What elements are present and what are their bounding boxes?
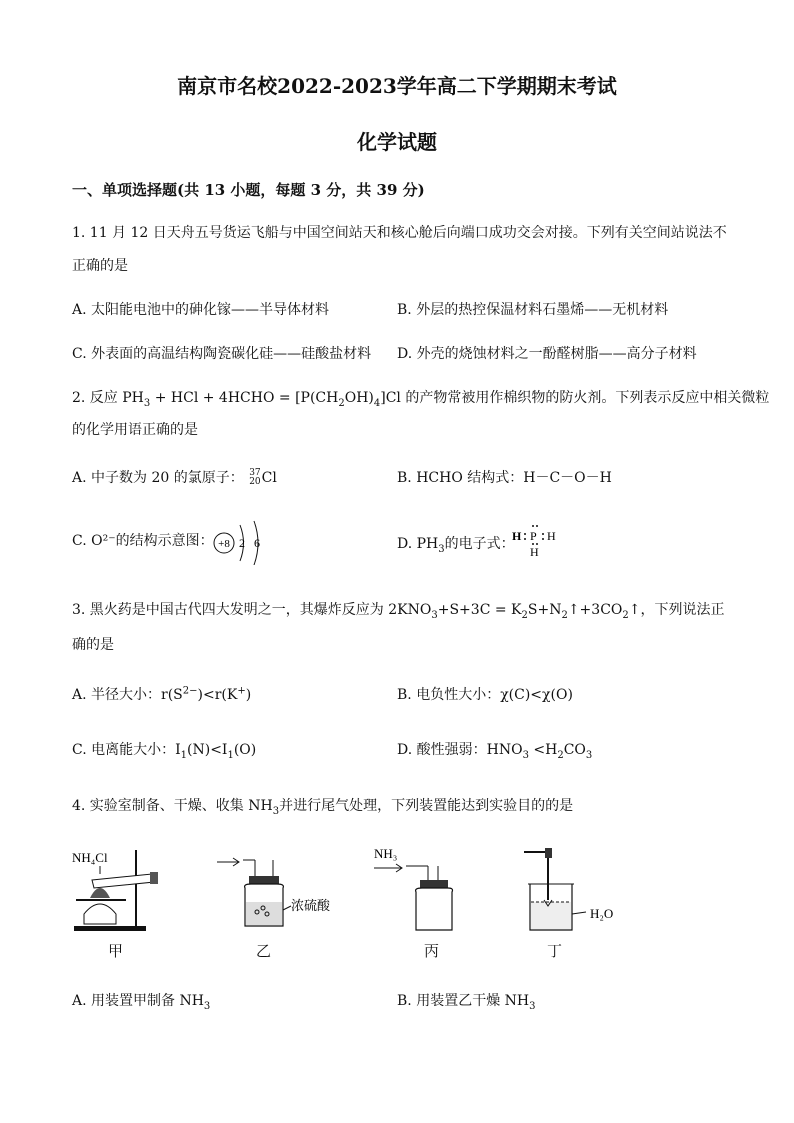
phosphorus-center: P: [530, 529, 537, 543]
q3-c-text: (N)<I: [187, 742, 228, 758]
tube-stopper: [150, 872, 158, 884]
subscript: 4: [373, 397, 381, 409]
q2-c-text: C. O²⁻的结构示意图：: [72, 533, 214, 549]
q4-text: 4. 实验室制备、干燥、收集 NH: [72, 798, 273, 814]
q3-c-text: (O): [233, 742, 257, 758]
concentrated-sulfuric-acid-label: 浓硫酸: [291, 898, 331, 913]
hydrogen-left: H: [512, 529, 522, 543]
subscript: 2: [338, 397, 345, 409]
subscript: 3: [585, 749, 593, 761]
delivery-tube: [524, 852, 548, 900]
q2-a-text: A. 中子数为 20 的氯原子：: [72, 470, 244, 486]
q4-stem-line1: [72, 795, 573, 817]
acid-liquid: [246, 902, 282, 925]
water-liquid: [531, 902, 571, 929]
subscript: 3: [272, 805, 280, 817]
nh4cl-label: NH₄Cl: [72, 850, 108, 865]
oxide-ion-structure-diagram: [210, 515, 270, 565]
nucleus-charge: +8: [218, 538, 230, 550]
subscript: 2: [557, 749, 564, 761]
apparatus-yi-drying-bottle: [215, 840, 345, 935]
flame: [90, 888, 110, 898]
q2-option-b: B. HCHO 结构式：H－C－O－H: [397, 470, 612, 486]
alcohol-lamp: [84, 904, 116, 924]
q3-text: S+N: [527, 602, 562, 618]
q3-c-text: C. 电离能大小：I: [72, 742, 181, 758]
q2-d-text: D. PH: [397, 536, 439, 552]
label-jia: 甲: [108, 942, 124, 960]
subscript: 2: [561, 609, 568, 621]
page-subtitle: 化学试题: [357, 130, 437, 154]
atomic-number: 20: [249, 477, 261, 487]
subscript: 1: [180, 749, 188, 761]
water-label: H₂O: [590, 906, 614, 921]
q1-stem-line2: 正确的是: [72, 258, 128, 274]
q3-a-text: )<r(K: [197, 687, 238, 703]
section-heading: 一、单项选择题(共 13 小题，每题 3 分，共 39 分): [72, 181, 425, 199]
q2-option-d: [397, 533, 515, 555]
nh3-label: NH₃: [374, 846, 398, 861]
q2-option-a: [72, 467, 277, 487]
q1-stem-line1: 1. 11 月 12 日天舟五号货运飞船与中国空间站天和核心舱后向端口成功交会对接。下列有关空间站说法不: [72, 225, 727, 241]
apparatus-ding-absorption-beaker: [520, 840, 630, 935]
q2-text: ]Cl 的产物常被用作棉织物的防火剂。下列表示反应中相关微粒: [380, 390, 770, 406]
hydrogen-bottom: H: [530, 545, 539, 559]
q4-a-text: A. 用装置甲制备 NH: [72, 993, 204, 1009]
collection-bottle: [416, 888, 453, 930]
label-yi: 乙: [256, 942, 272, 960]
q2-option-c: [72, 530, 214, 550]
isotope-notation: [249, 469, 260, 487]
q3-option-c: [72, 739, 256, 761]
apparatus-jia-heating-tube: [70, 840, 170, 935]
q4-b-text: B. 用装置乙干燥 NH: [397, 993, 530, 1009]
label-bing: 丙: [424, 942, 440, 960]
q3-text: ↑+3CO: [567, 602, 623, 618]
superscript: +: [237, 685, 246, 697]
shell-electrons-1: 2: [239, 536, 245, 550]
q1-option-a: A. 太阳能电池中的砷化镓——半导体材料: [72, 302, 330, 318]
q3-text: 3. 黑火药是中国古代四大发明之一，其爆炸反应为 2KNO: [72, 602, 432, 618]
q3-option-d: [397, 739, 592, 761]
q4-option-b: [397, 990, 535, 1012]
label-ding: 丁: [547, 942, 563, 960]
q2-text: + HCl + 4HCHO = [P(CH: [150, 390, 339, 406]
mass-number: 37: [249, 468, 261, 478]
q3-a-text: A. 半径大小：r(S: [72, 687, 183, 703]
q3-text: ↑，下列说法正: [628, 602, 725, 618]
q3-d-text: D. 酸性强弱：HNO: [397, 742, 523, 758]
subscript: 3: [529, 1000, 536, 1012]
shell-electrons-2: 6: [254, 536, 260, 550]
q2-stem-line1: [72, 387, 769, 409]
q3-option-a: [72, 684, 251, 704]
q2-text: 2. 反应 PH: [72, 390, 144, 406]
subscript: 2: [622, 609, 629, 621]
q3-d-text: <H: [528, 742, 558, 758]
q2-stem-line2: 的化学用语正确的是: [72, 422, 198, 438]
page-title: 南京市名校2022-2023学年高二下学期期末考试: [177, 74, 617, 98]
hydrogen-right: H: [547, 529, 556, 543]
subscript: 3: [143, 397, 151, 409]
subscript: 2: [521, 609, 528, 621]
bottle-stopper: [420, 880, 448, 888]
subscript: 1: [227, 749, 234, 761]
q3-option-b: B. 电负性大小：χ(C)<χ(O): [397, 687, 573, 703]
subscript: 3: [522, 749, 529, 761]
subscript: 3: [203, 1000, 211, 1012]
q1-option-b: B. 外层的热控保温材料石墨烯——无机材料: [397, 302, 669, 318]
q4-text: 并进行尾气处理，下列装置能达到实验目的的是: [279, 798, 574, 814]
q3-stem-line1: [72, 599, 725, 621]
q3-stem-line2: 确的是: [72, 637, 114, 653]
q2-text: OH): [344, 390, 374, 406]
q1-option-c: C. 外表面的高温结构陶瓷碳化硅——硅酸盐材料: [72, 346, 372, 362]
q4-option-a: [72, 990, 210, 1012]
element-symbol: Cl: [261, 470, 277, 486]
phosphine-electron-dot-diagram: [510, 522, 566, 560]
test-tube: [92, 874, 154, 888]
q3-d-text: CO: [563, 742, 586, 758]
subscript: 3: [431, 609, 438, 621]
subscript: 3: [438, 543, 445, 555]
stand-base: [74, 926, 146, 931]
superscript: 2−: [182, 685, 198, 697]
q2-d-text: 的电子式：: [444, 536, 515, 552]
bottle-stopper: [249, 876, 279, 884]
q1-option-d: D. 外壳的烧蚀材料之一酚醛树脂——高分子材料: [397, 346, 697, 362]
q3-a-text: ): [245, 687, 252, 703]
apparatus-bing-collection-bottle: [372, 840, 462, 935]
q3-text: +S+3C = K: [437, 602, 522, 618]
